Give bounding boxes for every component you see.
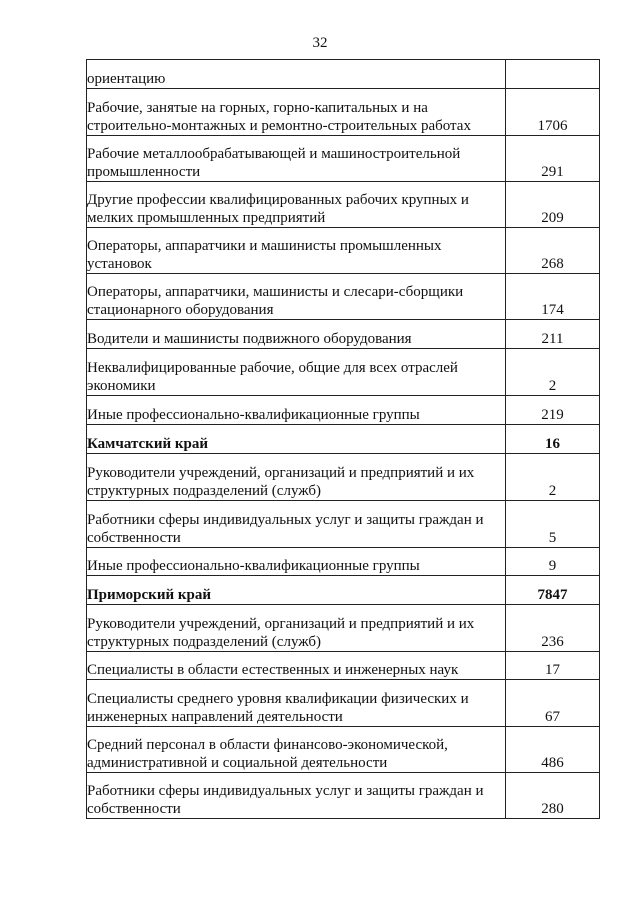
region-row (87, 425, 600, 454)
region-name: Приморский край (87, 576, 506, 605)
count-value: 209 (506, 182, 600, 228)
occupation-group-label: Другие профессии квалифицированных рабочих крупных и мелких промышленных предприятий (87, 182, 506, 228)
occupation-group-label: ориентацию (87, 60, 506, 89)
count-value: 1706 (506, 89, 600, 136)
count-value: 236 (506, 605, 600, 652)
table-row (87, 652, 600, 680)
region-total: 7847 (506, 576, 600, 605)
table-row (87, 349, 600, 396)
table-row (87, 274, 600, 320)
count-value: 219 (506, 396, 600, 425)
table-row (87, 727, 600, 773)
page-number: 32 (312, 35, 328, 51)
count-value: 486 (506, 727, 600, 773)
occupation-group-label: Специалисты среднего уровня квалификации физических и инженерных направлений деятельности (87, 680, 506, 727)
table-row (87, 182, 600, 228)
region-row (87, 576, 600, 605)
count-value: 174 (506, 274, 600, 320)
occupation-group-label: Руководители учреждений, организаций и предприятий и их структурных подразделений (служб) (87, 605, 506, 652)
occupation-group-label: Иные профессионально-квалификационные группы (87, 396, 506, 425)
count-value: 2 (506, 454, 600, 501)
table-row (87, 136, 600, 182)
count-value: 17 (506, 652, 600, 680)
count-value: 211 (506, 320, 600, 349)
region-name: Камчатский край (87, 425, 506, 454)
table-row (87, 396, 600, 425)
table-row (87, 454, 600, 501)
count-value (506, 60, 600, 89)
count-value: 2 (506, 349, 600, 396)
data-table (86, 59, 600, 819)
count-value: 5 (506, 501, 600, 548)
count-value: 9 (506, 548, 600, 576)
occupation-group-label: Работники сферы индивидуальных услуг и защиты граждан и собственности (87, 501, 506, 548)
occupation-group-label: Водители и машинисты подвижного оборудования (87, 320, 506, 349)
occupation-group-label: Рабочие металлообрабатывающей и машиностроительной промышленности (87, 136, 506, 182)
table-row (87, 680, 600, 727)
count-value: 291 (506, 136, 600, 182)
table-row (87, 773, 600, 819)
occupation-group-label: Иные профессионально-квалификационные группы (87, 548, 506, 576)
count-value: 67 (506, 680, 600, 727)
table-row (87, 501, 600, 548)
occupation-group-label: Рабочие, занятые на горных, горно-капитальных и на строительно-монтажных и ремонтно-строительных работах (87, 89, 506, 136)
table-row (87, 605, 600, 652)
occupation-group-label: Средний персонал в области финансово-экономической, административной и социальной деятельности (87, 727, 506, 773)
region-total: 16 (506, 425, 600, 454)
table-row (87, 548, 600, 576)
occupation-group-label: Руководители учреждений, организаций и предприятий и их структурных подразделений (служб) (87, 454, 506, 501)
count-value: 268 (506, 228, 600, 274)
occupation-group-label: Операторы, аппаратчики, машинисты и слесари-сборщики стационарного оборудования (87, 274, 506, 320)
occupation-group-label: Неквалифицированные рабочие, общие для всех отраслей экономики (87, 349, 506, 396)
table-body (87, 60, 600, 819)
count-value: 280 (506, 773, 600, 819)
table-row (87, 320, 600, 349)
table-row (87, 228, 600, 274)
occupation-group-label: Работники сферы индивидуальных услуг и защиты граждан и собственности (87, 773, 506, 819)
table-row (87, 89, 600, 136)
occupation-group-label: Специалисты в области естественных и инженерных наук (87, 652, 506, 680)
occupation-group-label: Операторы, аппаратчики и машинисты промышленных установок (87, 228, 506, 274)
table-row (87, 60, 600, 89)
